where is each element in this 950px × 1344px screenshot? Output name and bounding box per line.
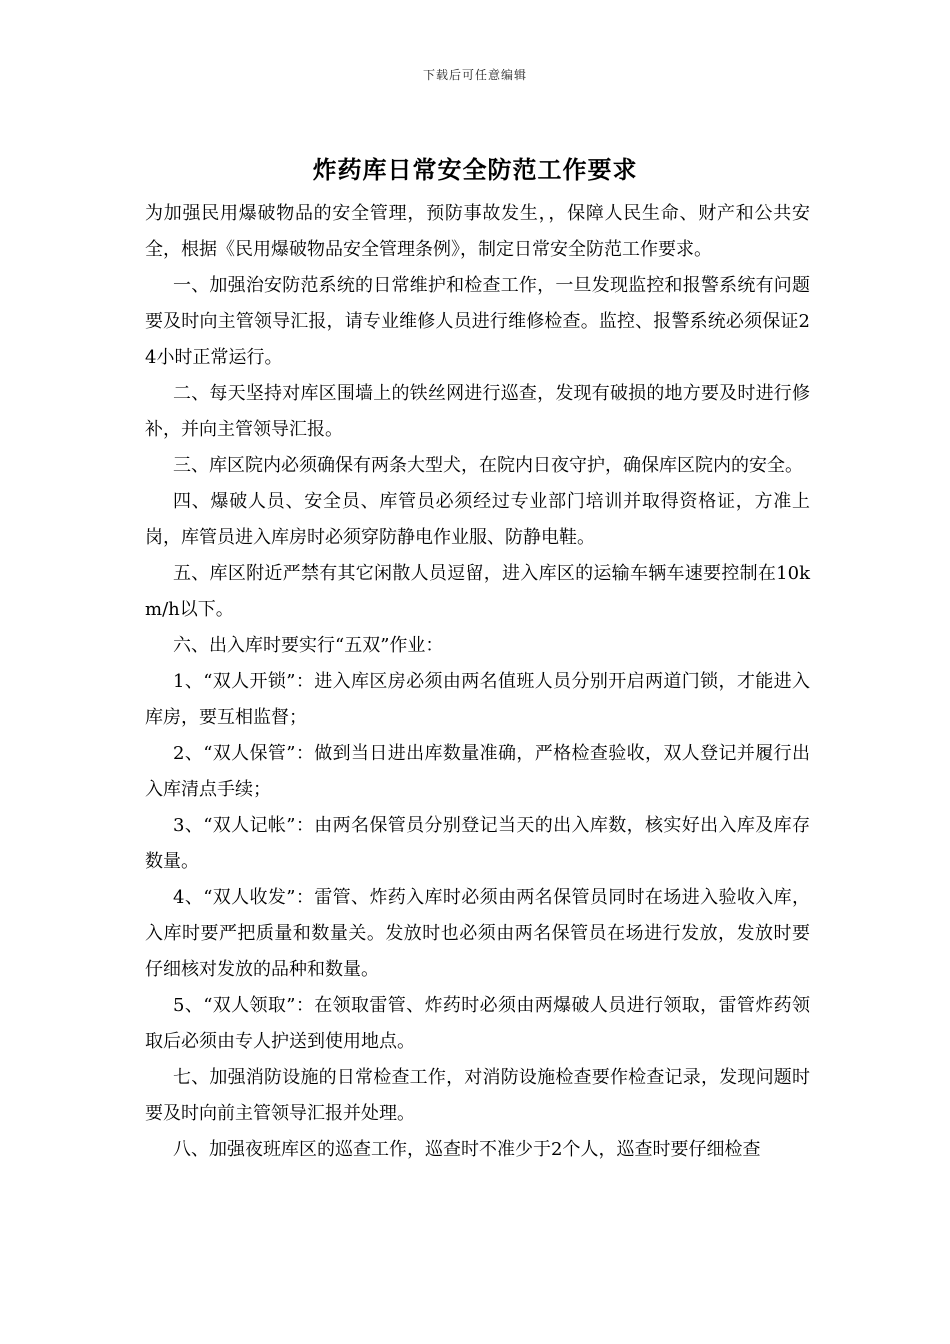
paragraph-item-6: 六、出入库时要实行“五双”作业： (173, 635, 444, 656)
header-note: 下载后可任意编辑 (422, 68, 527, 82)
paragraph-item-8: 八、加强夜班库区的巡查工作，巡查时不准少于2个人，巡查时要仔细检查 (173, 1139, 761, 1160)
body-text (145, 196, 810, 1168)
page-title: 炸药库日常安全防范工作要求 (312, 156, 638, 184)
paragraph-item-1: 一、加强治安防范系统的日常维护和检查工作，一旦发现监控和报警系统有问题要及时向主管领导汇报，请专业维修人员进行维修检查。监控、报警系统必须保证24小时正常运行。 (145, 275, 810, 368)
paragraph-subitem-3: 3、“双人记帐”：由两名保管员分别登记当天的出入库数，核实好出入库及库存数量。 (145, 815, 810, 872)
paragraph-intro: 为加强民用爆破物品的安全管理，预防事故发生，，保障人民生命、财产和公共安全，根据《民用爆破物品安全管理条例》，制定日常安全防范工作要求。 (145, 203, 810, 260)
paragraph-item-4: 四、爆破人员、安全员、库管员必须经过专业部门培训并取得资格证，方准上岗，库管员进入库房时必须穿防静电作业服、防静电鞋。 (145, 491, 810, 548)
paragraph-subitem-1: 1、“双人开锁”：进入库区房必须由两名值班人员分别开启两道门锁，才能进入库房，要互相监督； (145, 671, 810, 728)
paragraph-item-7: 七、加强消防设施的日常检查工作，对消防设施检查要作检查记录，发现问题时要及时向前主管领导汇报并处理。 (145, 1067, 810, 1124)
paragraph-item-3: 三、库区院内必须确保有两条大型犬，在院内日夜守护，确保库区院内的安全。 (173, 455, 803, 476)
paragraph-subitem-2: 2、“双人保管”：做到当日进出库数量准确，严格检查验收，双人登记并履行出入库清点手续； (145, 743, 810, 800)
paragraph-item-5: 五、库区附近严禁有其它闲散人员逗留，进入库区的运输车辆车速要控制在10km/h以下。 (145, 563, 810, 620)
paragraph-subitem-4: 4、“双人收发”：雷管、炸药入库时必须由两名保管员同时在场进入验收入库，入库时要严把质量和数量关。发放时也必须由两名保管员在场进行发放，发放时要仔细核对发放的品种和数量。 (145, 887, 810, 980)
paragraph-subitem-5: 5、“双人领取”：在领取雷管、炸药时必须由两爆破人员进行领取，雷管炸药领取后必须由专人护送到使用地点。 (145, 995, 810, 1052)
paragraph-item-2: 二、每天坚持对库区围墙上的铁丝网进行巡查，发现有破损的地方要及时进行修补，并向主管领导汇报。 (145, 383, 810, 440)
